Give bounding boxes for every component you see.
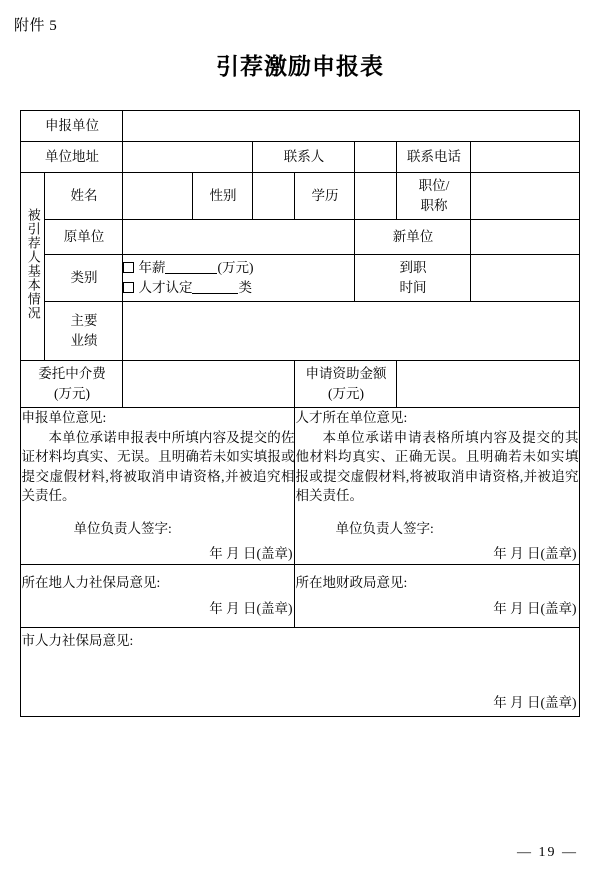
contact-person-value[interactable]: [355, 142, 397, 173]
subsidy-amount-line1: 申请资助金额: [305, 366, 387, 382]
unit-address-label: 单位地址: [21, 142, 123, 173]
subsidy-amount-value[interactable]: [397, 361, 579, 408]
position-title-label: [397, 173, 471, 220]
category-option2-suffix: 类: [238, 280, 252, 295]
main-performance-value[interactable]: [123, 302, 579, 361]
opinion-heading: 人才所在单位意见:: [295, 410, 408, 425]
table-row: [21, 361, 579, 408]
gender-label: 性别: [193, 173, 253, 220]
opinion-date: 年 月 日(盖章): [493, 694, 577, 710]
education-value[interactable]: [355, 173, 397, 220]
former-unit-value[interactable]: [123, 220, 355, 255]
main-performance-line1: 主要: [70, 313, 98, 329]
page-number: — 19 —: [517, 845, 578, 860]
agency-fee-line1: 委托中介费: [38, 366, 106, 382]
unit-address-value[interactable]: [123, 142, 253, 173]
table-row: [21, 627, 579, 716]
position-title-value[interactable]: [471, 173, 579, 220]
page-title: 引荐激励申报表: [216, 54, 384, 79]
name-label: 姓名: [45, 173, 123, 220]
contact-phone-label: 联系电话: [397, 142, 471, 173]
onboard-time-value[interactable]: [471, 255, 579, 302]
agency-fee-label: [21, 361, 123, 408]
contact-person-label: 联系人: [253, 142, 355, 173]
agency-fee-value[interactable]: [123, 361, 295, 408]
category-option-talent[interactable]: [123, 278, 354, 298]
opinion-signature: 单位负责人签字:: [73, 520, 172, 536]
opinion-date: 年 月 日(盖章): [493, 600, 577, 616]
opinion-city-hr-bureau[interactable]: [21, 627, 579, 716]
table-row: [21, 302, 579, 361]
category-option2-prefix: 人才认定: [138, 280, 193, 295]
onboard-time-line2: 时间: [399, 280, 427, 295]
opinion-heading: 所在地财政局意见:: [295, 575, 408, 591]
category-option-salary[interactable]: [123, 258, 354, 278]
opinion-local-finance-bureau[interactable]: [295, 564, 579, 627]
position-title-line2: 职称: [420, 198, 448, 213]
opinion-date: 年 月 日(盖章): [209, 546, 293, 562]
opinion-applicant-unit[interactable]: [21, 408, 295, 565]
checkbox-icon[interactable]: [123, 262, 134, 273]
table-row: [21, 111, 579, 142]
opinion-date: 年 月 日(盖章): [209, 600, 293, 616]
education-label: 学历: [295, 173, 355, 220]
opinion-talent-unit[interactable]: [295, 408, 579, 565]
name-value[interactable]: [123, 173, 193, 220]
subsidy-amount-line2: (万元): [327, 386, 364, 401]
opinion-heading: 申报单位意见:: [21, 410, 107, 425]
checkbox-icon[interactable]: [123, 282, 134, 293]
onboard-time-line1: 到职: [399, 260, 427, 276]
application-form-table: [20, 110, 579, 717]
table-row: [21, 564, 579, 627]
new-unit-label: 新单位: [355, 220, 471, 255]
applicant-unit-value[interactable]: [123, 111, 579, 142]
new-unit-value[interactable]: [471, 220, 579, 255]
opinion-heading: 所在地人力社保局意见:: [21, 575, 161, 591]
category-option1-suffix: (万元): [217, 260, 254, 276]
former-unit-label: 原单位: [45, 220, 123, 255]
applicant-unit-label: 申报单位: [21, 111, 123, 142]
salary-input-line[interactable]: [165, 260, 217, 274]
table-row: [21, 220, 579, 255]
main-performance-line2: 业绩: [70, 333, 98, 348]
table-row: [21, 255, 579, 302]
agency-fee-line2: (万元): [53, 386, 90, 401]
table-row: [21, 173, 579, 220]
side-label-referred-person: 被引荐人基本情况: [21, 173, 45, 361]
position-title-line1: 职位/: [418, 178, 450, 194]
table-row: [21, 142, 579, 173]
opinion-body: 本单位承诺申报表中所填内容及提交的佐证材料均真实、无误。且明确若未如实填报或提交虚假材料,将被取消申请资格,并被追究相关责任。: [21, 429, 295, 504]
opinion-local-hr-bureau[interactable]: [21, 564, 295, 627]
talent-level-input-line[interactable]: [192, 280, 238, 294]
table-row: [21, 408, 579, 565]
category-label: 类别: [45, 255, 123, 302]
onboard-time-label: [355, 255, 471, 302]
category-option1-prefix: 年薪: [138, 260, 166, 276]
contact-phone-value[interactable]: [471, 142, 579, 173]
main-performance-label: [45, 302, 123, 361]
subsidy-amount-label: [295, 361, 397, 408]
opinion-body: 本单位承诺申请表格所填内容及提交的其他材料均真实、正确无误。且明确若未如实填报或提交虚假材料,将被取消申请资格,并被追究相关责任。: [295, 429, 579, 504]
category-options[interactable]: [123, 255, 355, 302]
opinion-signature: 单位负责人签字:: [335, 520, 434, 536]
attachment-label: 附件 5: [14, 18, 58, 34]
opinion-date: 年 月 日(盖章): [493, 546, 577, 562]
opinion-heading: 市人力社保局意见:: [21, 633, 134, 649]
gender-value[interactable]: [253, 173, 295, 220]
